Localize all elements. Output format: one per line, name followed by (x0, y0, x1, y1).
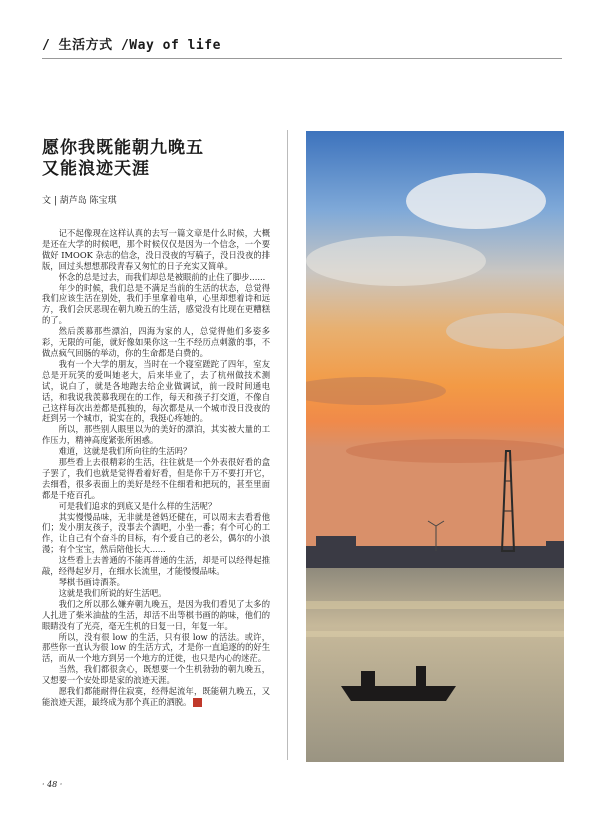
paragraph: 当然，我们都很贪心，既想要一个生机勃勃的朝九晚五，又想要一个安处即是家的浪迹天涯。 (42, 664, 270, 686)
paragraph: 年少的时候，我们总是不满足当前的生活的状态，总觉得我们应该生活在别处，我们手里拿着电单，心里却想着诗和远方，我们会厌恶现在朝九晚五的生活，感觉没有比现在更糟糕的了。 (42, 282, 270, 326)
paragraph: 怀念的总是过去，而我们却总是被眼前的止住了脚步...... (58, 271, 266, 282)
paragraph: 我们之所以那么嫌弃朝九晚五，是因为我们看见了太多的人扎进了柴米油盐的生活，却活不出等棋书画的韵味，他们的眼睛没有了光亮，毫无生机的日复一日，年复一年。 (42, 598, 270, 631)
paragraph: 然后羡慕那些漂泊，四海为家的人，总觉得他们多姿多彩，无限的可能，就好像如果你这一生不经历点刺激的事，不做点疯气回肠的举动，你的生命都是白费的。 (42, 326, 270, 358)
paragraph: 琴棋书画诗酒茶。 (58, 577, 125, 587)
article-title-line-2: 又能浪迹天涯 (42, 159, 150, 179)
header-divider (42, 58, 562, 59)
article-body (42, 228, 270, 708)
article-byline: 文 | 葫芦岛 陈宝琪 (42, 196, 117, 206)
section-header: / 生活方式 /Way of life (42, 38, 221, 53)
paragraph: 难道，这就是我们所向往的生活吗？ (58, 446, 192, 457)
paragraph: 可是我们追求的到底又是什么样的生活呢？ (58, 500, 217, 511)
sunset-photo (306, 131, 564, 762)
page-number: · 48 · (42, 780, 63, 789)
final-paragraph-text: 愿我们都能耐得住寂寞，经得起流年，既能朝九晚五，又能浪迹天涯，最终成为那个真正的洒脱。 (42, 686, 270, 707)
end-mark-icon: 美 (193, 698, 202, 707)
paragraph: 其实慢慢品味，无非就是爸妈还健在，可以周末去看看他们；发小朋友孩子，没事去个酒吧，小坐一番；有个可心的工作，让自己有个奋斗的目标，有个爱自己的老公，偶尔的小浪漫；有个宝宝，然后陪他长大...... (42, 511, 270, 555)
paragraph: 记不起像现在这样认真的去写一篇文章是什么时候，大概是还在大学的时候吧，那个时候仅仅是因为一个信念，一个要做好 IMOOK 杂志的信念，没日没夜的写稿子，没日没夜的排版，回过头想想那段青春又匆忙的日子充实又简单。 (42, 228, 270, 271)
paragraph: 所以，没有很 low 的生活，只有很 low 的活法。或许，那些你一直认为很 low 的生活方式，才是你一直追逐的的好生活，而从一个地方到另一个地方的迁徙，也只是内心的迷茫。 (42, 631, 270, 664)
paragraph: 这些看上去普通的不能再普通的生活，却是可以经得起推敲，经得起岁月，在细水长流里，才能慢慢品味。 (42, 555, 270, 577)
paragraph: 所以，那些别人眼里以为的美好的漂泊，其实被大量的工作压力，精神高度紧张所困惑。 (42, 424, 270, 446)
paragraph: 我有一个大学的朋友，当时在一个寝室蹉跎了四年，室友总是开玩笑的爱叫她老大，后来毕业了，去了杭州做技术测试，说白了，就是各地跑去给企业做调试，前一段时间通电话，和我说我羡慕我现在的工作，每天和孩子打交道，不像自己这样每次出差都是孤独的，每次都是从一个城市没日没夜的赶到另一个城市，说实在的，我挺心疼她的。 (42, 358, 270, 424)
paragraph: 这就是我们所说的好生活吧。 (58, 587, 167, 598)
article-title-line-1: 愿你我既能朝九晚五 (42, 138, 204, 158)
paragraph-final (42, 686, 270, 708)
column-divider (287, 130, 288, 760)
paragraph: 那些看上去很精彩的生活，往往就是一个外表很好看的盒子罢了，我们也就是觉得看着好看，但是你千万不要打开它，去细看，很多表面上的美好是经不住细看和把玩的，甚至里面都是千疮百孔。 (42, 457, 270, 500)
